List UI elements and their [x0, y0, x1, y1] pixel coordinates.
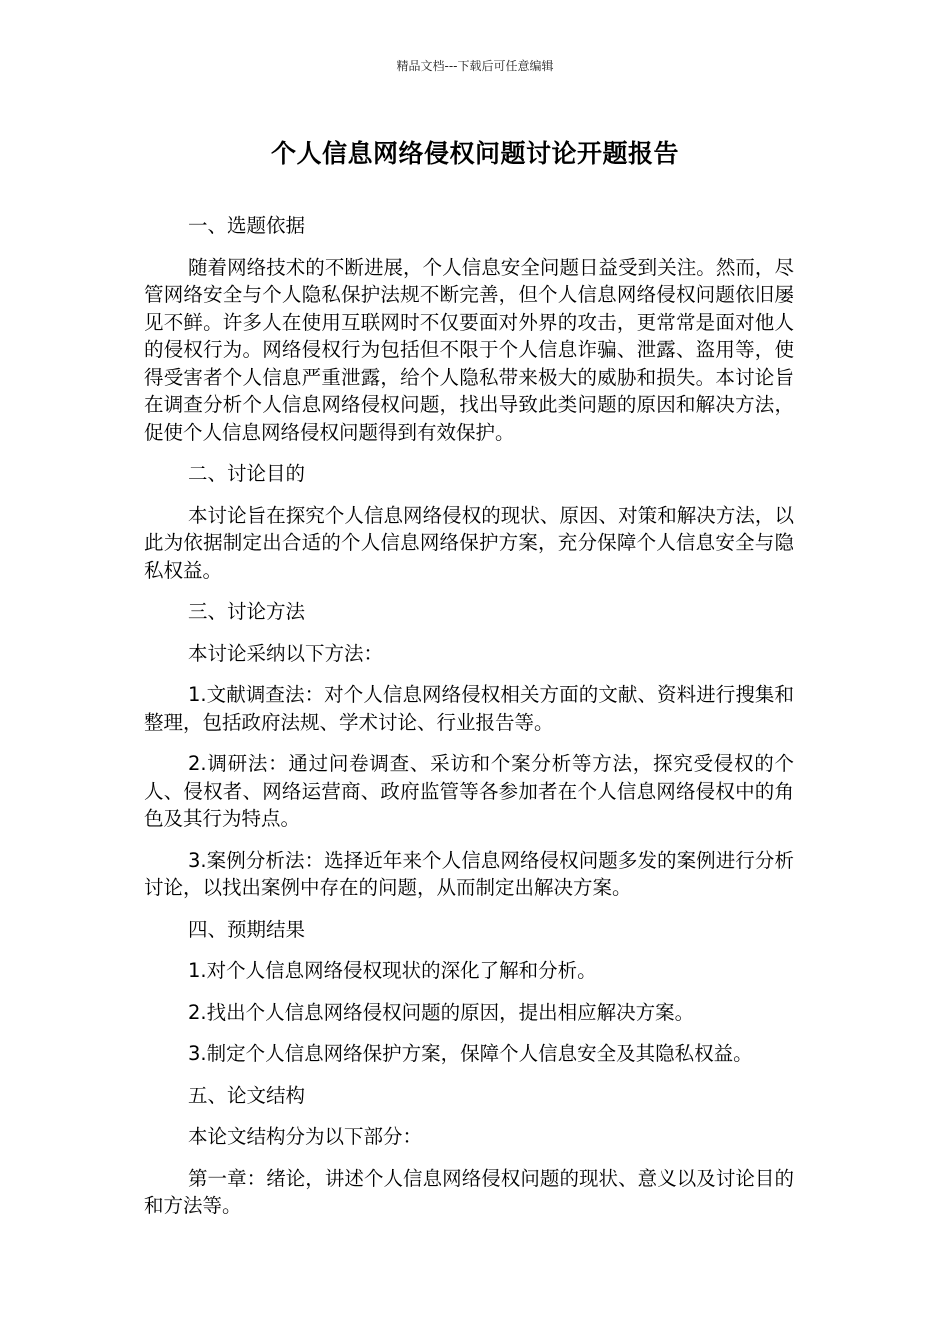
paragraph-methods-intro: 本讨论采纳以下方法：: [188, 641, 384, 665]
list-item-result-2: 2.找出个人信息网络侵权问题的原因，提出相应解决方案。: [188, 1000, 695, 1024]
paragraph-structure-intro: 本论文结构分为以下部分：: [188, 1125, 423, 1148]
document-body: [144, 212, 794, 1234]
list-item-chapter-1: 第一章：绪论，讲述个人信息网络侵权问题的现状、意义以及讨论目的和方法等。: [144, 1166, 794, 1217]
section-heading-expected-results: 四、预期结果: [188, 917, 306, 941]
section-heading-basis: 一、选题依据: [188, 214, 306, 237]
paragraph-basis: 随着网络技术的不断进展，个人信息安全问题日益受到关注。然而，尽管网络安全与个人隐私保护法规不断完善，但个人信息网络侵权问题依旧屡见不鲜。许多人在使用互联网时不仅要面对外界的攻击，更常常是面对他人的侵权行为。网络侵权行为包括但不限于个人信息诈骗、泄露、盗用等，使得受害者个人信息严重泄露，给个人隐私带来极大的威胁和损失。本讨论旨在调查分析个人信息网络侵权问题，找出导致此类问题的原因和解决方法，促使个人信息网络侵权问题得到有效保护。: [144, 255, 794, 444]
document-title: 个人信息网络侵权问题讨论开题报告: [270, 139, 679, 168]
list-item-method-3: 3.案例分析法：选择近年来个人信息网络侵权问题多发的案例进行分析讨论，以找出案例中存在的问题，从而制定出解决方案。: [144, 848, 794, 899]
list-item-method-2: 2.调研法：通过问卷调查、采访和个案分析等方法，探究受侵权的个人、侵权者、网络运营商、政府监管等各参加者在个人信息网络侵权中的角色及其行为特点。: [144, 752, 794, 830]
list-item-result-1: 1.对个人信息网络侵权现状的深化了解和分析。: [188, 959, 597, 982]
paragraph-purpose: 本讨论旨在探究个人信息网络侵权的现状、原因、对策和解决方法，以此为依据制定出合适的个人信息网络保护方案，充分保障个人信息安全与隐私权益。: [144, 503, 794, 582]
section-heading-structure: 五、论文结构: [188, 1083, 306, 1107]
section-heading-methods: 三、讨论方法: [188, 600, 306, 623]
list-item-result-3: 3.制定个人信息网络保护方案，保障个人信息安全及其隐私权益。: [188, 1042, 753, 1065]
page-header-note: 精品文档---下载后可任意编辑: [396, 59, 554, 73]
list-item-method-1: 1.文献调查法：对个人信息网络侵权相关方面的文献、资料进行搜集和整理，包括政府法规、学术讨论、行业报告等。: [144, 683, 794, 734]
section-heading-purpose: 二、讨论目的: [188, 462, 306, 485]
